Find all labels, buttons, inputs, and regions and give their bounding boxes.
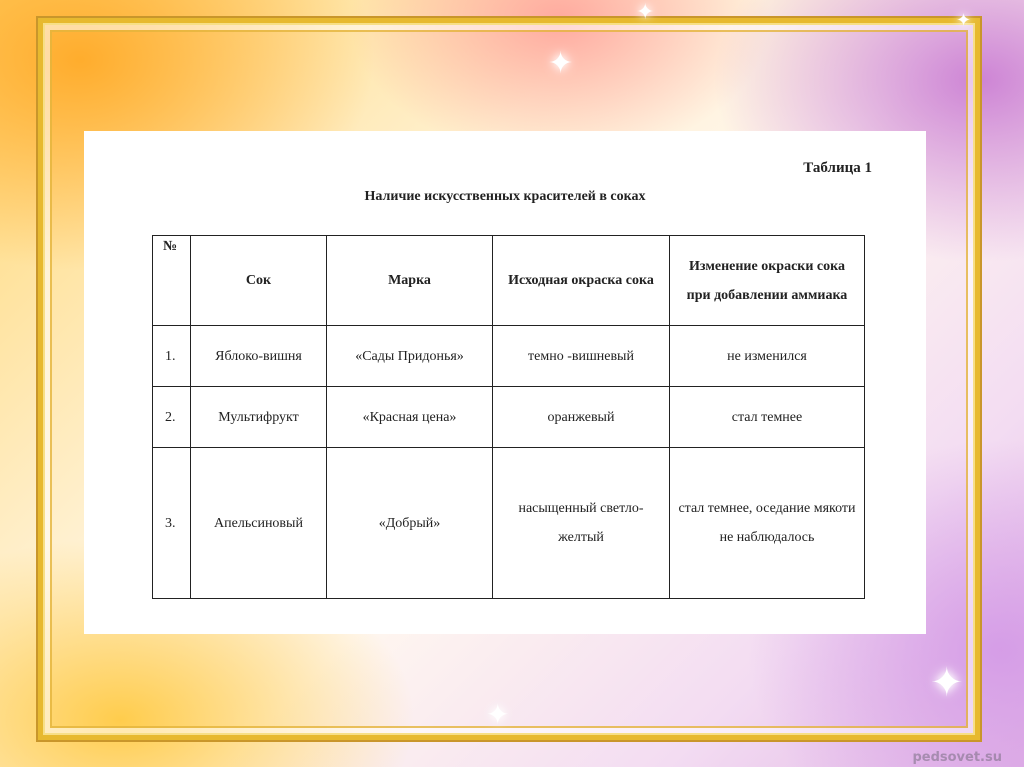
cell-brand: «Добрый»: [327, 448, 493, 599]
sparkle-icon: ✦: [548, 46, 574, 81]
cell-color-change: не изменился: [670, 326, 865, 387]
cell-initial-color: темно -вишневый: [493, 326, 670, 387]
table-row: [153, 448, 865, 599]
cell-color-change: стал темнее, оседание мякоти не наблюдалось: [670, 448, 865, 599]
table-row: [153, 387, 865, 448]
cell-initial-color: оранжевый: [493, 387, 670, 448]
table-title: Наличие искусственных красителей в соках: [364, 189, 646, 204]
header-color-change: Изменение окраски сока при добавлении аммиака: [670, 236, 865, 326]
header-number: №: [153, 236, 191, 326]
cell-juice: Яблоко-вишня: [191, 326, 327, 387]
sparkle-icon: ✦: [636, 0, 655, 25]
cell-number: 3.: [153, 448, 191, 599]
cell-brand: «Красная цена»: [327, 387, 493, 448]
header-initial-color: Исходная окраска сока: [493, 236, 670, 326]
sparkle-icon: ✦: [956, 10, 972, 31]
cell-number: 1.: [153, 326, 191, 387]
sparkle-icon: ✦: [930, 660, 964, 706]
cell-initial-color: насыщенный светло-желтый: [493, 448, 670, 599]
juice-dye-table: [152, 235, 865, 599]
table-caption: Таблица 1: [803, 160, 872, 176]
sparkle-icon: ✦: [486, 698, 510, 731]
cell-number: 2.: [153, 387, 191, 448]
cell-juice: Апельсиновый: [191, 448, 327, 599]
watermark: pedsovet.su: [912, 750, 1002, 765]
table-header-row: [153, 236, 865, 326]
document-sheet: [84, 131, 926, 634]
cell-juice: Мультифрукт: [191, 387, 327, 448]
cell-brand: «Сады Придонья»: [327, 326, 493, 387]
header-juice: Сок: [191, 236, 327, 326]
table-row: [153, 326, 865, 387]
cell-color-change: стал темнее: [670, 387, 865, 448]
header-brand: Марка: [327, 236, 493, 326]
